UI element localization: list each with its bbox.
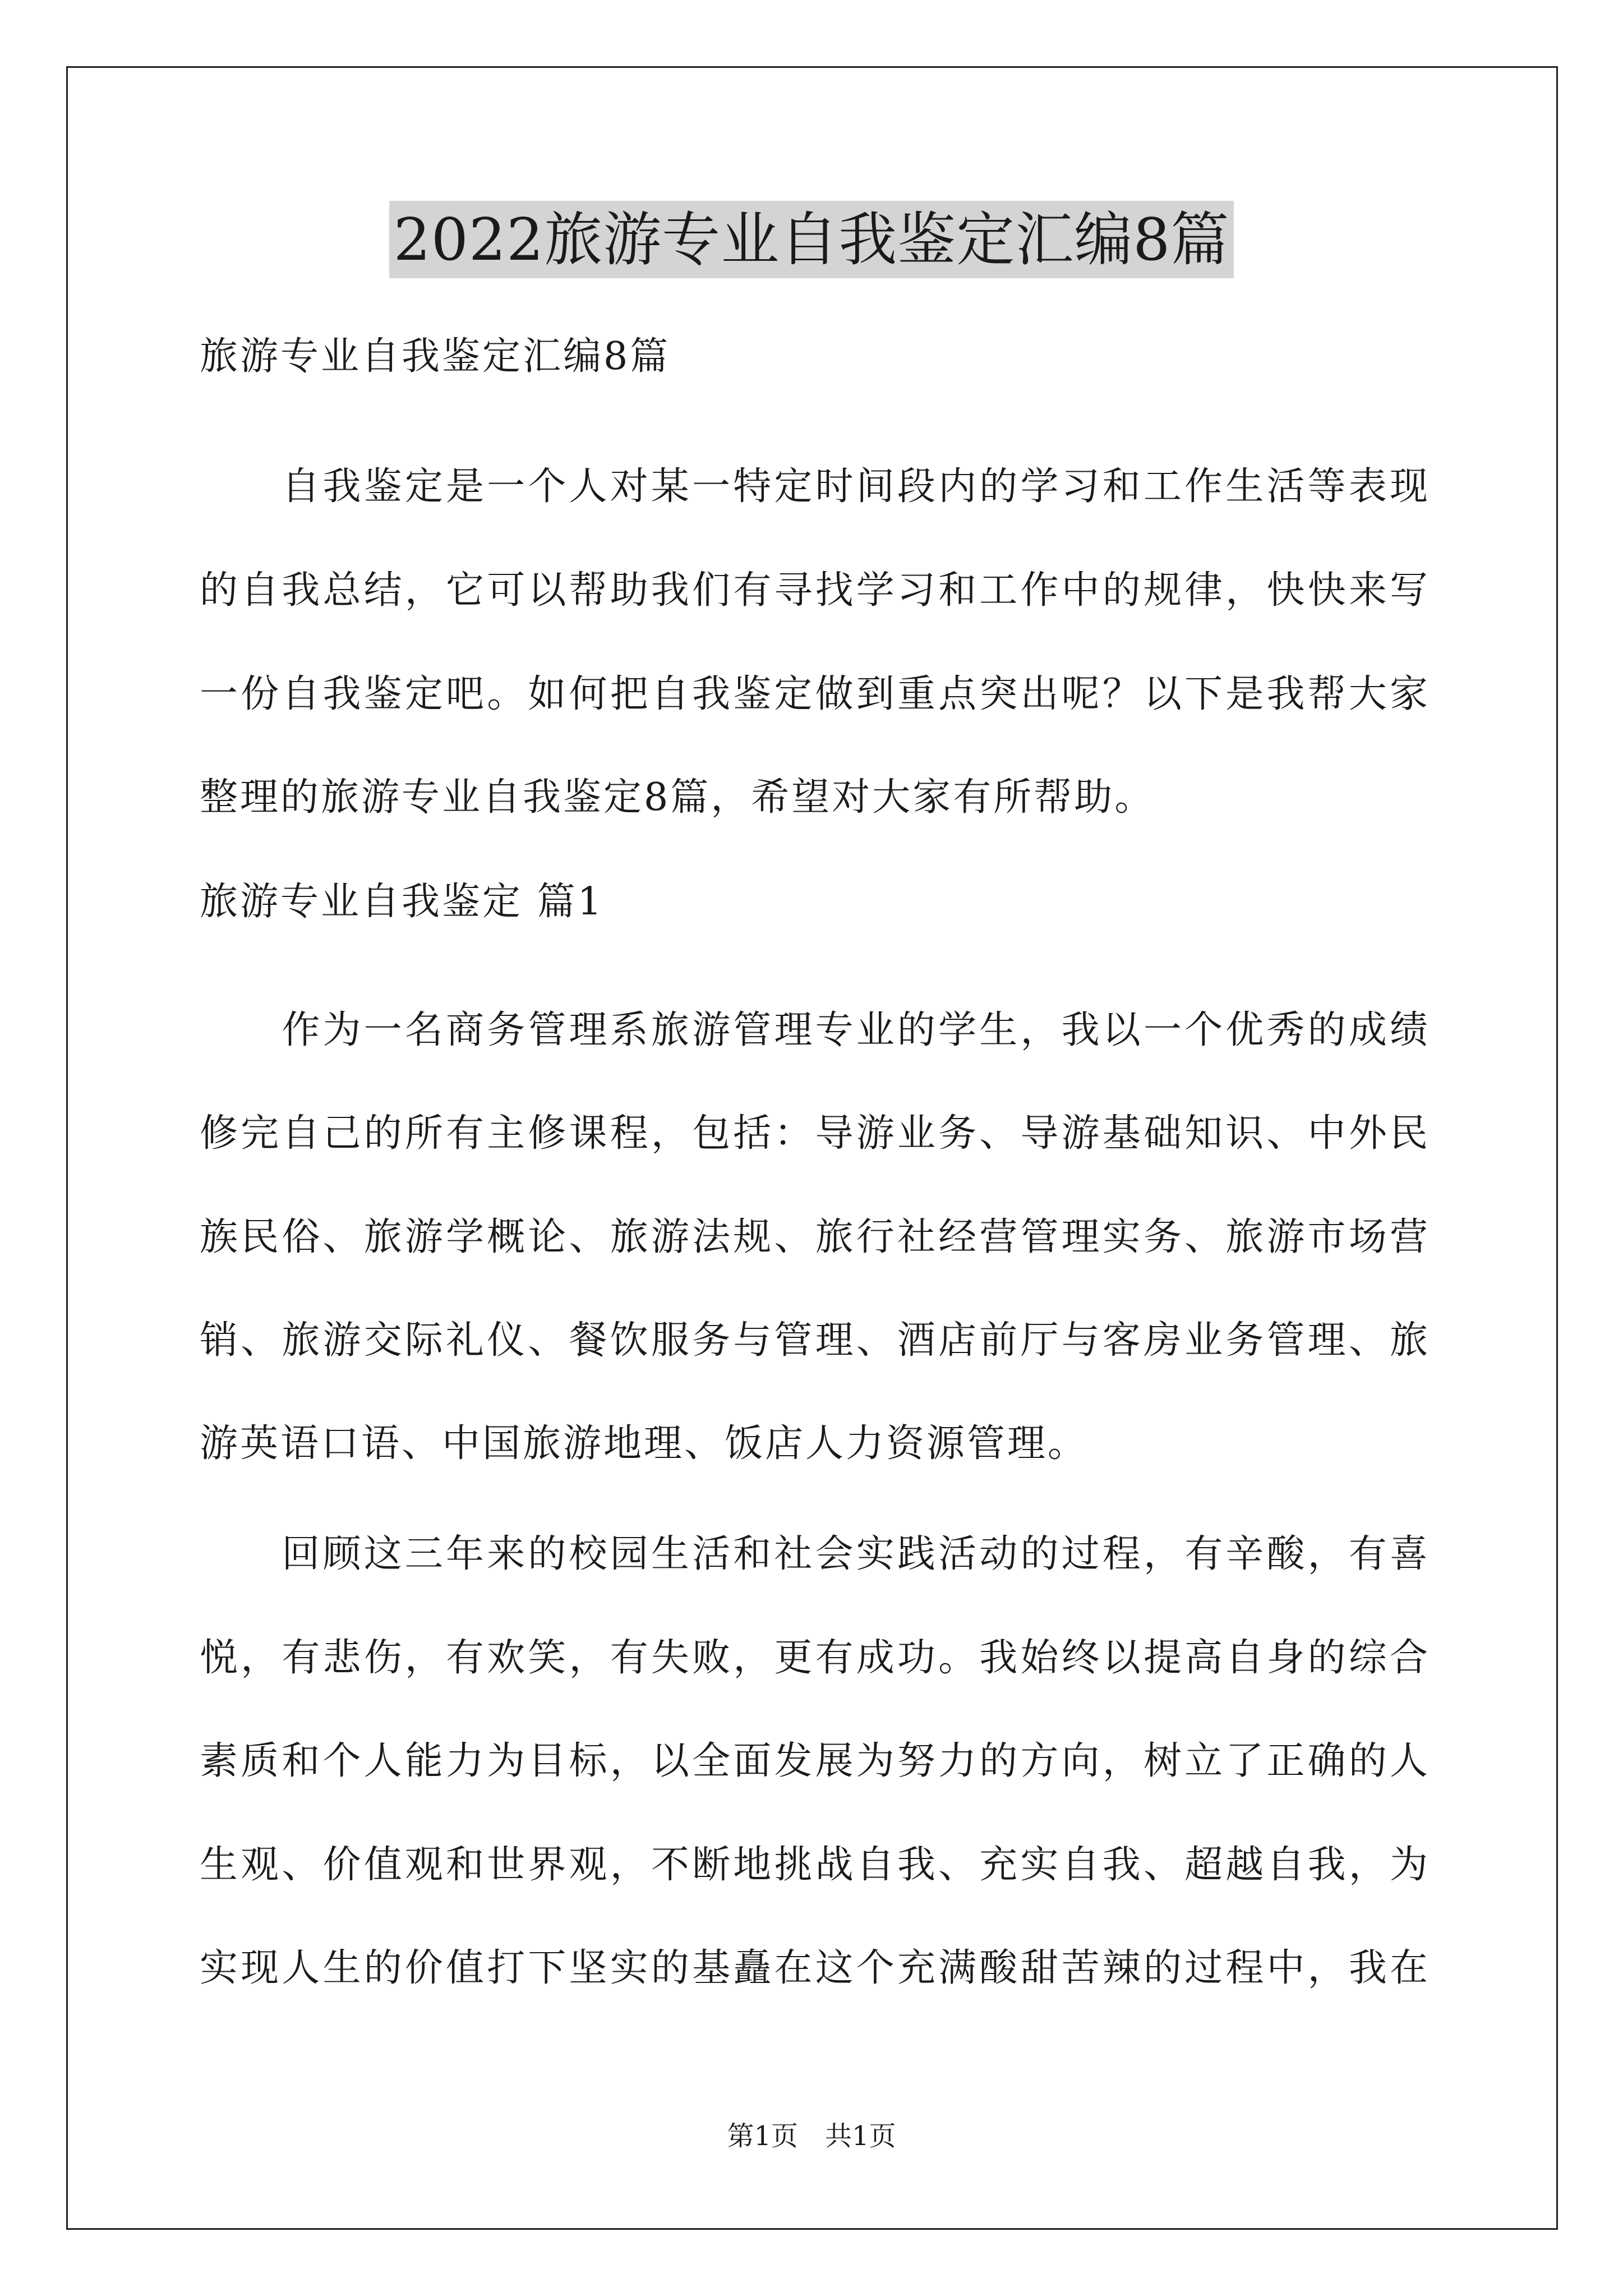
text-line: 销、旅游交际礼仪、餐饮服务与管理、酒店前厅与客房业务管理、旅 [200,1318,1428,1363]
title-container [0,201,1623,278]
text-line: 回顾这三年来的校园生活和社会实践活动的过程，有辛酸，有喜 [200,1532,1428,1576]
page-number-footer: 第1页 共1页 [727,2120,896,2152]
document-title: 2022旅游专业自我鉴定汇编8篇 [389,201,1234,278]
text-line: 游英语口语、中国旅游地理、饭店人力资源管理。 [200,1421,1089,1466]
text-line: 旅游专业自我鉴定 篇1 [200,880,604,924]
text-line: 实现人生的价值打下坚实的基矗在这个充满酸甜苦辣的过程中，我在 [200,1946,1428,1990]
text-line: 自我鉴定是一个人对某一特定时间段内的学习和工作生活等表现 [200,464,1428,509]
text-line: 的自我总结，它可以帮助我们有寻找学习和工作中的规律，快快来写 [200,568,1428,613]
text-line: 悦，有悲伤，有欢笑，有失败，更有成功。我始终以提高自身的综合 [200,1636,1428,1680]
text-line: 作为一名商务管理系旅游管理专业的学生，我以一个优秀的成绩 [200,1008,1428,1052]
text-line: 整理的旅游专业自我鉴定8篇，希望对大家有所帮助。 [200,775,1155,820]
text-line: 一份自我鉴定吧。如何把自我鉴定做到重点突出呢？以下是我帮大家 [200,672,1428,716]
text-line: 旅游专业自我鉴定汇编8篇 [200,334,671,379]
text-line: 生观、价值观和世界观，不断地挑战自我、充实自我、超越自我，为 [200,1843,1428,1887]
text-line: 修完自己的所有主修课程，包括：导游业务、导游基础知识、中外民 [200,1111,1428,1156]
text-line: 族民俗、旅游学概论、旅游法规、旅行社经营管理实务、旅游市场营 [200,1215,1428,1259]
text-line: 素质和个人能力为目标，以全面发展为努力的方向，树立了正确的人 [200,1739,1428,1783]
